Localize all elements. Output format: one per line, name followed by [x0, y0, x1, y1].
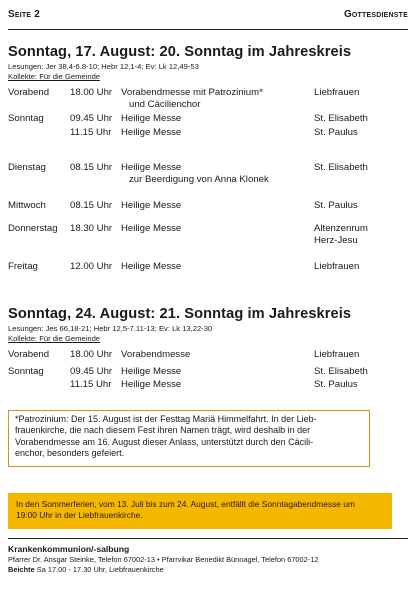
service-location [314, 366, 368, 378]
service-time: 08.15 Uhr [70, 162, 113, 173]
service-time: 18.00 Uhr [70, 87, 113, 98]
service-description-line: Heilige Messe [121, 379, 182, 390]
service-location-line: St. Paulus [314, 200, 358, 211]
service-row [8, 366, 408, 379]
service-description-line: Heilige Messe [121, 113, 182, 124]
service-location [314, 200, 358, 212]
service-row [8, 223, 408, 261]
service-location [314, 261, 359, 273]
service-time: 09.45 Uhr [70, 366, 113, 377]
banner-line: 19:00 Uhr in der Liebfrauenkirche. [16, 510, 143, 521]
service-time: 09.45 Uhr [70, 113, 113, 124]
service-location-line: St. Paulus [314, 127, 358, 138]
service-description [121, 349, 190, 361]
footer-beichte [8, 565, 408, 574]
service-description-line: Heilige Messe [121, 127, 182, 138]
service-row [8, 200, 408, 223]
service-list [8, 87, 408, 275]
service-time: 18.00 Uhr [70, 349, 113, 360]
service-day: Donnerstag [8, 223, 58, 234]
service-description-line: Heilige Messe [121, 366, 182, 377]
service-day: Mittwoch [8, 200, 46, 211]
service-description-line: Heilige Messe [121, 162, 182, 173]
service-row [8, 127, 408, 162]
beichte-label: Beichte [8, 565, 35, 574]
service-location-line: St. Elisabeth [314, 113, 368, 124]
readings: Lesungen: Jer 38,4-6.8-10; Hebr 12,1-4; Ev: Lk 12,49-53 [8, 62, 199, 71]
page-number: Seite 2 [8, 9, 40, 20]
service-time: 18.30 Uhr [70, 223, 113, 234]
service-location [314, 349, 359, 361]
service-row [8, 379, 408, 393]
service-description-line: Heilige Messe [121, 261, 182, 272]
note-line: Vorabendmesse am 16. August dieser Anlass, unterstützt durch den Cäcili- [15, 436, 314, 447]
section-heading: Sonntag, 17. August: 20. Sonntag im Jahreskreis [8, 44, 352, 60]
service-day: Sonntag [8, 366, 44, 377]
service-day: Freitag [8, 261, 38, 272]
service-description-line: Vorabendmesse mit Patrozinium* [121, 87, 263, 98]
service-time: 08.15 Uhr [70, 200, 113, 211]
service-description [121, 87, 263, 110]
service-time: 12.00 Uhr [70, 261, 113, 272]
service-location [314, 223, 368, 246]
service-description [121, 366, 181, 378]
service-list [8, 349, 408, 393]
service-row [8, 349, 408, 366]
service-time: 11.15 Uhr [70, 379, 112, 390]
section-sunday-17-august [8, 44, 408, 275]
service-description [121, 223, 181, 235]
service-location-line: Liebfrauen [314, 87, 360, 98]
service-description-line: Heilige Messe [121, 223, 182, 234]
service-day: Vorabend [8, 349, 50, 360]
service-location-line: Liebfrauen [314, 349, 360, 360]
note-line: *Patrozinium: Der 15. August ist der Festtag Mariä Himmelfahrt. In der Lieb- [15, 414, 317, 424]
service-time: 11.15 Uhr [70, 127, 112, 138]
footer-info [8, 538, 408, 574]
service-location-line: Altenzenrum [314, 223, 368, 234]
service-location-line: Liebfrauen [314, 261, 360, 272]
service-location-line: St. Elisabeth [314, 366, 368, 377]
readings: Lesungen: Jes 66,18-21; Hebr 12,5-7.11-13; Ev: Lk 13,22-30 [8, 324, 213, 333]
service-day: Dienstag [8, 162, 46, 173]
service-row [8, 261, 408, 275]
service-description-line: und Cäcilienchor [129, 98, 201, 110]
service-day: Sonntag [8, 113, 44, 124]
service-description-line: zur Beerdigung von Anna Klonek [129, 173, 269, 185]
service-location [314, 87, 359, 99]
kollekte: Kollekte: Für die Gemeinde [8, 72, 101, 81]
service-location [314, 379, 358, 391]
service-description [121, 113, 181, 125]
service-description [121, 200, 181, 212]
service-location [314, 162, 368, 174]
section-heading: Sonntag, 24. August: 21. Sonntag im Jahreskreis [8, 306, 352, 322]
service-description-line: Vorabendmesse [121, 349, 191, 360]
service-location [314, 113, 368, 125]
kollekte: Kollekte: Für die Gemeinde [8, 334, 101, 343]
patrozinium-note [8, 410, 370, 467]
banner-line: In den Sommerferien, vom 13. Juli bis zum 24. August, entfällt die Sonntagabendmesse um [16, 499, 355, 509]
service-description [121, 162, 269, 185]
service-location-line: St. Paulus [314, 379, 358, 390]
footer-title: Krankenkommunion/-salbung [8, 544, 130, 554]
service-row [8, 87, 408, 113]
service-description [121, 379, 181, 391]
note-line: enchor, besonders gefeiert. [15, 448, 125, 459]
beichte-text: Sa 17.00 - 17.30 Uhr, Liebfrauenkirche [36, 565, 164, 574]
page-header [8, 9, 408, 30]
footer-contacts: Pfarrer Dr. Ansgar Steinke, Telefon 67002-13 • Pfarrvikar Benedikt Bünnagel, Telefon 67002-12 [8, 555, 319, 564]
service-description [121, 261, 181, 273]
section-title: Gottesdienste [343, 9, 408, 20]
note-line: frauenkirche, die nach diesem Fest ihren Namen trägt, wird deshalb in der [15, 425, 311, 436]
service-day: Vorabend [8, 87, 50, 98]
service-row [8, 113, 408, 127]
service-location-line: St. Elisabeth [314, 162, 368, 173]
service-row [8, 162, 408, 200]
service-description-line: Heilige Messe [121, 200, 182, 211]
service-location [314, 127, 358, 139]
section-sunday-24-august [8, 306, 408, 393]
summer-notice-banner [8, 493, 392, 529]
service-location-line: Herz-Jesu [314, 234, 358, 246]
service-description [121, 127, 181, 139]
